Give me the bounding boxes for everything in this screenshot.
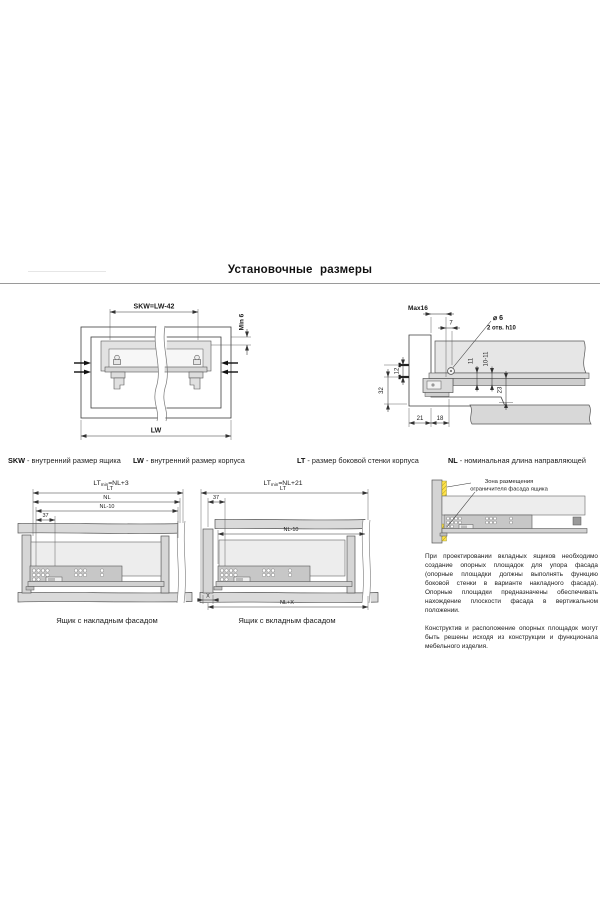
dim-11-label: 11 — [468, 357, 475, 365]
dim-nl10-label: NL-10 — [283, 527, 299, 533]
dim-23-label: 23 — [497, 386, 504, 394]
break-gap — [362, 520, 371, 603]
legend-desc: - внутренний размер ящика — [25, 456, 121, 465]
slide-latch-knob — [48, 578, 55, 581]
notes-paragraph-1: При проектировании вкладных ящиков необходимо создание опорных площадок для упора фасада (опорные площадки должны выполнять функцию боковой стенки в варианте накладного фасада). Опорные площадки предназначены обеспечивать нахождение плоскости фасада в вертикальном положении. — [425, 553, 598, 614]
legend-desc: - внутренний размер корпуса — [143, 456, 245, 465]
dim-lt-label: LT — [279, 486, 287, 492]
rail-end-stop — [573, 517, 581, 525]
dim-skw-label: SKW=LW-42 — [133, 303, 175, 311]
title-divider — [0, 283, 600, 284]
fixing-hole-center — [450, 370, 452, 372]
break-gap — [155, 326, 168, 421]
break-gap — [177, 521, 186, 603]
hole-count-label: 2 отв. h10 — [487, 325, 516, 332]
dim-37-label: 37 — [42, 513, 49, 519]
mounting-screw-arrows-mirror — [221, 361, 238, 375]
rail-front-hook — [214, 587, 222, 591]
rail-front-hook — [440, 533, 447, 536]
legend-desc: - номинальная длина направляющей — [457, 456, 586, 465]
notes-paragraph-2: Конструктив и расположение опорных площадок могут быть решены исходя из конструкции и функционала мебельного изделия. — [425, 625, 598, 650]
mounting-screw-arrows — [74, 361, 91, 375]
dim-37-label: 37 — [212, 495, 220, 501]
legend-lw — [133, 456, 245, 465]
side-detail-drawing — [375, 293, 600, 455]
inset-facade-panel — [203, 529, 213, 593]
dim-nl-label: NL — [103, 495, 111, 501]
dim-lw-label: LW — [150, 427, 162, 435]
slide-rail — [28, 582, 164, 587]
cabinet-top-board — [18, 523, 182, 533]
legend-nl — [448, 456, 586, 465]
legend-term: NL — [448, 456, 458, 465]
formula-inset: LTmin=NL+21 — [263, 480, 303, 488]
legend-lt — [297, 456, 419, 465]
overlay-caption: Ящик с накладным фасадом — [56, 616, 158, 625]
dim-10-11-label: 10-11 — [483, 351, 490, 367]
slide-rail — [216, 582, 352, 587]
legend-term: LT — [297, 456, 306, 465]
dim-12-label: 12 — [394, 367, 401, 375]
formula-overlay: LTmin=NL+3 — [93, 480, 129, 488]
slide-latch-knob — [236, 578, 243, 581]
bracket-lip — [425, 393, 449, 397]
slide-rail — [442, 529, 587, 534]
dim-nl10-label: NL-10 — [99, 504, 115, 510]
dim-min6-label: Min 6 — [238, 313, 246, 331]
bracket-pin — [431, 383, 434, 386]
overlay-facade-drawing — [10, 476, 205, 628]
inset-caption: Ящик с вкладным фасадом — [238, 616, 336, 625]
drawer-side-slab — [435, 341, 586, 373]
cabinet-bottom-board — [18, 592, 192, 602]
legend-term: LW — [133, 456, 144, 465]
hole-dia-label: ⌀ 6 — [493, 315, 504, 322]
slide-latch-knob — [461, 526, 467, 529]
legend-skw — [8, 456, 121, 465]
front-section-drawing — [60, 293, 260, 448]
dim-x-label: X — [206, 593, 210, 600]
slide-rail — [453, 379, 585, 386]
zone-label-line1: Зона размещения — [484, 479, 534, 485]
dim-32-label: 32 — [379, 387, 385, 394]
dim-nlx-label: NL+X — [280, 600, 294, 606]
drawer-bottom — [105, 367, 207, 372]
dim-lt-label: LT — [106, 486, 114, 492]
inset-facade-drawing — [195, 476, 400, 628]
drawer-side — [442, 496, 585, 515]
dim-7-label: 7 — [449, 320, 453, 327]
dim-max16-label: Max16 — [408, 305, 428, 312]
lower-board-break — [470, 405, 591, 424]
notes-block — [425, 552, 598, 660]
dim-18-label: 18 — [436, 416, 444, 422]
legend-term: SKW — [8, 456, 26, 465]
legend-desc: - размер боковой стенки корпуса — [305, 456, 419, 465]
limiter-zone-drawing — [425, 477, 600, 549]
page-title: Установочные размеры — [227, 264, 373, 276]
limiter-zone-top — [442, 481, 447, 496]
dim-21-label: 21 — [416, 416, 424, 422]
zone-label-line2: ограничителя фасада ящика — [470, 486, 548, 493]
rail-front-hook — [26, 587, 34, 591]
